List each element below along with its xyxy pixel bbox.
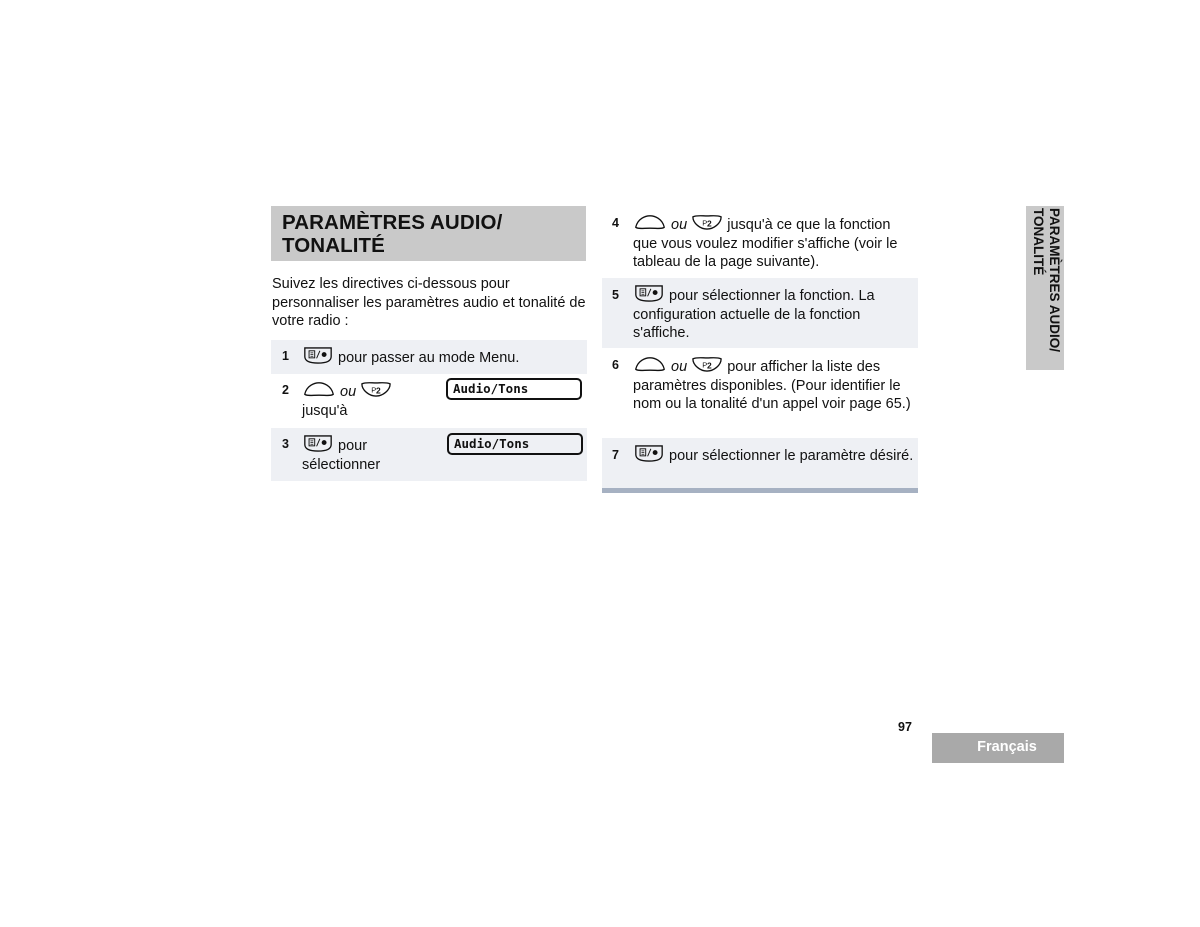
step-text: pour afficher la liste des paramètres disponibles. (Pour identifier le nom ou la tonalité d'un appel voir page 65.) — [633, 359, 911, 412]
step-text-line2: sélectionner — [302, 456, 381, 473]
scroll-down-p2-button-icon — [691, 213, 723, 232]
step-text: pour sélectionner la fonction. La configuration actuelle de la fonction s'affiche. — [633, 288, 875, 341]
step-text: jusqu'à ce que la fonction que vous voulez modifier s'affiche (voir le tableau de la page suivante). — [633, 217, 898, 270]
step-number: 7 — [612, 448, 619, 462]
scroll-up-button-icon — [633, 355, 667, 374]
section-title-line2: TONALITÉ — [282, 234, 385, 257]
step-number: 4 — [612, 216, 619, 230]
radio-display: Audio/Tons — [447, 433, 583, 455]
step-2-row — [271, 374, 587, 426]
step-number: 6 — [612, 358, 619, 372]
step-number: 2 — [282, 383, 289, 397]
section-title-box — [271, 206, 586, 261]
language-tab: Français — [932, 733, 1064, 763]
step-text: pour passer au mode Menu. — [338, 350, 520, 366]
step-text-line1: pour — [338, 438, 368, 454]
menu-select-button-icon — [302, 434, 334, 453]
step-1-row — [271, 340, 587, 374]
section-title — [271, 206, 586, 257]
menu-select-button-icon — [302, 346, 334, 365]
menu-select-button-icon — [633, 444, 665, 463]
side-tab-line2: TONALITÉ — [1031, 208, 1047, 276]
chapter-side-tab-label — [1031, 208, 1062, 368]
step-3-row — [271, 428, 587, 481]
scroll-down-p2-button-icon — [360, 380, 392, 399]
scroll-up-button-icon — [302, 380, 336, 399]
intro-paragraph: Suivez les directives ci-dessous pour personnaliser les paramètres audio et tonalité de votre radio : — [272, 276, 586, 329]
step-4-row — [602, 206, 918, 276]
side-tab-line1: PARAMÈTRES AUDIO/ — [1047, 208, 1062, 353]
step-5-row — [602, 278, 918, 348]
page-number: 97 — [898, 720, 912, 734]
or-word: ou — [340, 384, 357, 400]
step-number: 1 — [282, 349, 289, 363]
radio-display: Audio/Tons — [446, 378, 582, 400]
or-word: ou — [671, 359, 688, 375]
or-word: ou — [671, 217, 688, 233]
section-end-bar — [602, 488, 918, 493]
step-number: 3 — [282, 437, 289, 451]
scroll-up-button-icon — [633, 213, 667, 232]
step-text: jusqu'à — [302, 402, 348, 419]
menu-select-button-icon — [633, 284, 665, 303]
step-text: pour sélectionner le paramètre désiré. — [669, 448, 914, 464]
step-6-row — [602, 348, 918, 436]
step-number: 5 — [612, 288, 619, 302]
step-7-row — [602, 438, 918, 488]
section-title-line1: PARAMÈTRES AUDIO/ — [282, 211, 503, 234]
scroll-down-p2-button-icon — [691, 355, 723, 374]
